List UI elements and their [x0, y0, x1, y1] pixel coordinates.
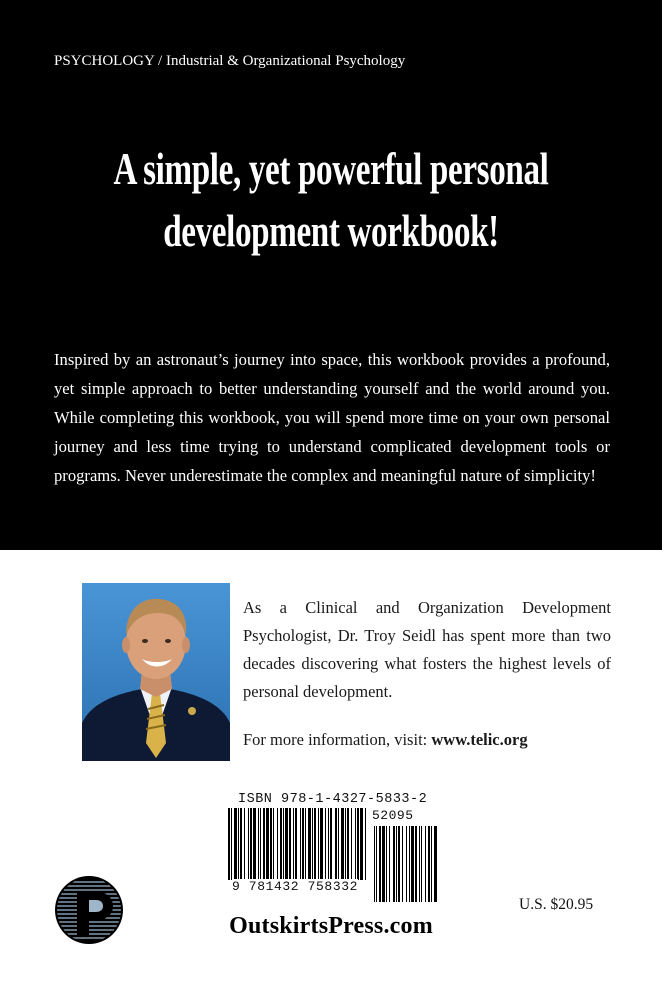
barcode-price-code: 52095 — [372, 808, 414, 823]
cover-headline — [93, 138, 570, 262]
more-info-line — [243, 730, 528, 750]
publisher-name: OutskirtsPress.com — [229, 913, 433, 939]
author-photo — [82, 583, 230, 761]
barcode-digits: 9 781432 758332 — [232, 879, 359, 894]
book-price: U.S. $20.95 — [519, 896, 594, 913]
more-info-label: For more information, visit: — [243, 730, 428, 749]
author-portrait-icon — [82, 583, 230, 761]
book-blurb: Inspired by an astronaut’s journey into space, this workbook provides a profound, yet simple approach to better understanding yourself and the world around you. While completing this workbook, you will spend more time on your own personal journey and less time trying to understand complicated development tools or programs. Never underestimate the complex and meaningful nature of simplicity! — [54, 350, 610, 485]
book-category: PSYCHOLOGY / Industrial & Organizational Psychology — [54, 53, 406, 69]
author-bio: As a Clinical and Organization Development Psychologist, Dr. Troy Seidl has spent more than two decades discovering what fosters the highest levels of personal development. — [243, 598, 611, 701]
headline-line-1: A simple, yet powerful personal — [113, 143, 549, 194]
website-link[interactable]: www.telic.org — [431, 730, 528, 749]
headline-line-2: development workbook! — [163, 205, 499, 256]
isbn-label: ISBN 978-1-4327-5833-2 — [238, 792, 428, 807]
